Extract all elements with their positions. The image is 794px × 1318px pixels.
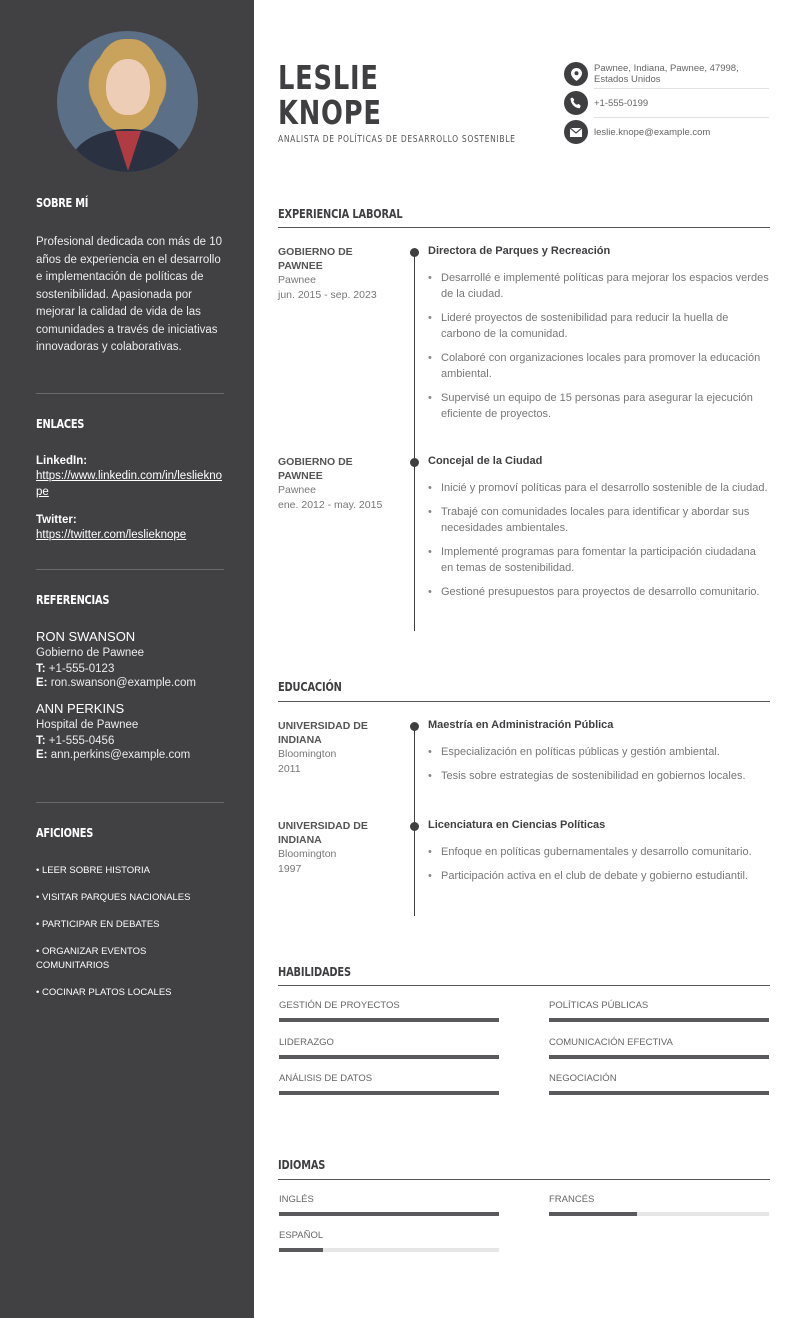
experience-bullets <box>428 270 770 430</box>
experience-title: EXPERIENCIA LABORAL <box>278 207 403 221</box>
org-name: GOBIERNO DE PAWNEE <box>278 246 353 272</box>
reference-email: ron.swanson@example.com <box>50 677 196 689</box>
org-location: Pawnee <box>278 484 316 496</box>
about-title: SOBRE MÍ <box>36 196 89 210</box>
skill-label: GESTIÓN DE PROYECTOS <box>279 1000 400 1011</box>
contact-divider <box>594 117 769 118</box>
skill-bar-fill <box>549 1091 769 1095</box>
skill-item <box>279 1073 499 1084</box>
language-label: ESPAÑOL <box>279 1230 324 1241</box>
profile-photo <box>57 31 198 172</box>
reference-name: ANN PERKINS <box>36 701 125 716</box>
skill-label: NEGOCIACIÓN <box>549 1073 617 1084</box>
skill-bar-track <box>279 1055 499 1059</box>
experience-org <box>278 245 398 302</box>
last-name: KNOPE <box>278 93 382 132</box>
language-bar-track <box>549 1212 769 1216</box>
experience-timeline <box>414 250 415 631</box>
skill-item <box>549 1000 769 1011</box>
sidebar-divider <box>36 569 224 570</box>
language-bar-track <box>279 1212 499 1216</box>
org-location: Pawnee <box>278 274 316 286</box>
language-item <box>279 1230 499 1241</box>
experience-role: Directora de Parques y Recreación <box>428 245 611 257</box>
education-degree: Maestría en Administración Pública <box>428 719 614 731</box>
hobby-item: • ORGANIZAR EVENTOS COMUNITARIOS <box>36 946 147 971</box>
bullet-item: • Supervisé un equipo de 15 personas para asegurar la ejecución eficiente de proyectos. <box>428 390 770 422</box>
phone-prefix: T: <box>36 663 46 675</box>
language-item <box>279 1194 499 1205</box>
references-section <box>36 593 224 761</box>
skill-label: LIDERAZGO <box>279 1037 334 1048</box>
skill-bar-track <box>549 1018 769 1022</box>
experience-org <box>278 455 398 512</box>
skill-bar-track <box>549 1055 769 1059</box>
bullet-item: • Participación activa en el club de debate y gobierno estudiantil. <box>428 868 770 884</box>
reference-item <box>36 629 224 689</box>
bullet-item: • Colaboré con organizaciones locales para promover la educación ambiental. <box>428 350 770 382</box>
language-bar-fill <box>279 1248 323 1252</box>
sidebar <box>0 0 254 1318</box>
skill-item <box>549 1073 769 1084</box>
hobby-item: • LEER SOBRE HISTORIA <box>36 865 151 876</box>
sidebar-divider <box>36 802 224 803</box>
language-bar-fill <box>549 1212 637 1216</box>
org-name: UNIVERSIDAD DE INDIANA <box>278 820 368 846</box>
education-org <box>278 719 398 776</box>
address-line1: Pawnee, Indiana, Pawnee, 47998, <box>594 63 739 74</box>
timeline-dot <box>410 248 419 257</box>
hobbies-section <box>36 826 224 1013</box>
skill-label: POLÍTICAS PÚBLICAS <box>549 1000 649 1011</box>
reference-org: Gobierno de Pawnee <box>36 647 145 659</box>
reference-name: RON SWANSON <box>36 629 136 644</box>
timeline-dot <box>410 722 419 731</box>
links-title: ENLACES <box>36 417 85 431</box>
linkedin-label: LinkedIn: <box>36 455 88 467</box>
org-name: GOBIERNO DE PAWNEE <box>278 456 353 482</box>
education-bullets <box>428 844 770 892</box>
skill-bar-track <box>549 1091 769 1095</box>
bullet-item: • Inicié y promoví políticas para el desarrollo sostenible de la ciudad. <box>428 480 770 496</box>
email-address[interactable]: leslie.knope@example.com <box>594 127 711 138</box>
skill-bar-fill <box>279 1091 499 1095</box>
section-rule <box>278 985 770 986</box>
languages-title: IDIOMAS <box>278 1158 326 1172</box>
skill-item <box>549 1037 769 1048</box>
skill-bar-track <box>279 1091 499 1095</box>
references-title: REFERENCIAS <box>36 593 110 607</box>
bullet-item: • Gestioné presupuestos para proyectos de desarrollo comunitario. <box>428 584 770 600</box>
reference-phone: +1-555-0123 <box>48 663 115 675</box>
email-prefix: E: <box>36 677 48 689</box>
skill-label: ANÁLISIS DE DATOS <box>279 1073 373 1084</box>
bullet-item: • Desarrollé e implementé políticas para mejorar los espacios verdes de la ciudad. <box>428 270 770 302</box>
first-name: LESLIE <box>278 58 379 97</box>
language-label: INGLÉS <box>279 1194 314 1205</box>
skill-item <box>279 1037 499 1048</box>
bullet-item: • Tesis sobre estrategias de sostenibilidad en gobiernos locales. <box>428 768 770 784</box>
skill-item <box>279 1000 499 1011</box>
reference-email: ann.perkins@example.com <box>50 749 191 761</box>
experience-role: Concejal de la Ciudad <box>428 455 543 467</box>
org-dates: ene. 2012 - may. 2015 <box>278 498 383 511</box>
email-prefix: E: <box>36 749 48 761</box>
timeline-dot <box>410 822 419 831</box>
education-timeline <box>414 724 415 916</box>
hobby-item: • VISITAR PARQUES NACIONALES <box>36 892 191 903</box>
org-location: Bloomington <box>278 748 337 760</box>
org-dates: jun. 2015 - sep. 2023 <box>278 288 377 301</box>
skill-bar-fill <box>279 1055 499 1059</box>
org-location: Bloomington <box>278 848 337 860</box>
hobby-item: • COCINAR PLATOS LOCALES <box>36 987 172 998</box>
org-dates: 1997 <box>278 862 302 875</box>
twitter-link[interactable]: https://twitter.com/leslieknope <box>36 529 187 541</box>
job-title: ANALISTA DE POLÍTICAS DE DESARROLLO SOSTENIBLE <box>278 134 516 145</box>
links-section <box>36 417 224 543</box>
reference-org: Hospital de Pawnee <box>36 719 139 731</box>
hobby-item: • PARTICIPAR EN DEBATES <box>36 919 160 930</box>
about-section <box>36 196 224 357</box>
phone-number: +1-555-0199 <box>594 98 649 109</box>
reference-item <box>36 701 224 761</box>
skills-title: HABILIDADES <box>278 965 351 979</box>
phone-prefix: T: <box>36 735 46 747</box>
skill-bar-fill <box>549 1018 769 1022</box>
language-label: FRANCÉS <box>549 1194 595 1205</box>
section-rule <box>278 1179 770 1180</box>
linkedin-link[interactable]: https://www.linkedin.com/in/leslieknope <box>36 470 222 498</box>
bullet-item: • Enfoque en políticas gubernamentales y desarrollo comunitario. <box>428 844 770 860</box>
skill-bar-track <box>279 1018 499 1022</box>
contact-divider <box>594 88 769 89</box>
bullet-item: • Especialización en políticas públicas y gestión ambiental. <box>428 744 770 760</box>
bullet-item: • Lideré proyectos de sostenibilidad para reducir la huella de carbono de la comunidad. <box>428 310 770 342</box>
skill-bar-fill <box>549 1055 769 1059</box>
education-bullets <box>428 744 770 792</box>
bullet-item: • Implementé programas para fomentar la participación ciudadana en temas de sostenibilidad. <box>428 544 770 576</box>
skill-label: COMUNICACIÓN EFECTIVA <box>549 1037 673 1048</box>
org-dates: 2011 <box>278 762 301 775</box>
language-item <box>549 1194 769 1205</box>
bullet-item: • Trabajé con comunidades locales para identificar y abordar sus necesidades ambientales. <box>428 504 770 536</box>
org-name: UNIVERSIDAD DE INDIANA <box>278 720 368 746</box>
education-degree: Licenciatura en Ciencias Políticas <box>428 819 606 831</box>
twitter-label: Twitter: <box>36 514 77 526</box>
reference-phone: +1-555-0456 <box>48 735 115 747</box>
section-rule <box>278 701 770 702</box>
email-icon <box>564 120 588 144</box>
address-line2: Estados Unidos <box>594 74 661 85</box>
location-pin-icon <box>564 62 588 86</box>
phone-icon <box>564 91 588 115</box>
language-bar-track <box>279 1248 499 1252</box>
timeline-dot <box>410 458 419 467</box>
experience-bullets <box>428 480 770 608</box>
skill-bar-fill <box>279 1018 499 1022</box>
about-text: Profesional dedicada con más de 10 años de experiencia en el desarrollo e implementación de políticas de sostenibilidad. Apasionada por mejorar la calidad de vida de las comunidades a través de iniciativas innovadoras y colaborativas. <box>36 236 223 353</box>
hobbies-title: AFICIONES <box>36 826 94 840</box>
education-org <box>278 819 398 876</box>
sidebar-divider <box>36 393 224 394</box>
language-bar-fill <box>279 1212 499 1216</box>
education-title: EDUCACIÓN <box>278 680 342 694</box>
section-rule <box>278 227 770 228</box>
